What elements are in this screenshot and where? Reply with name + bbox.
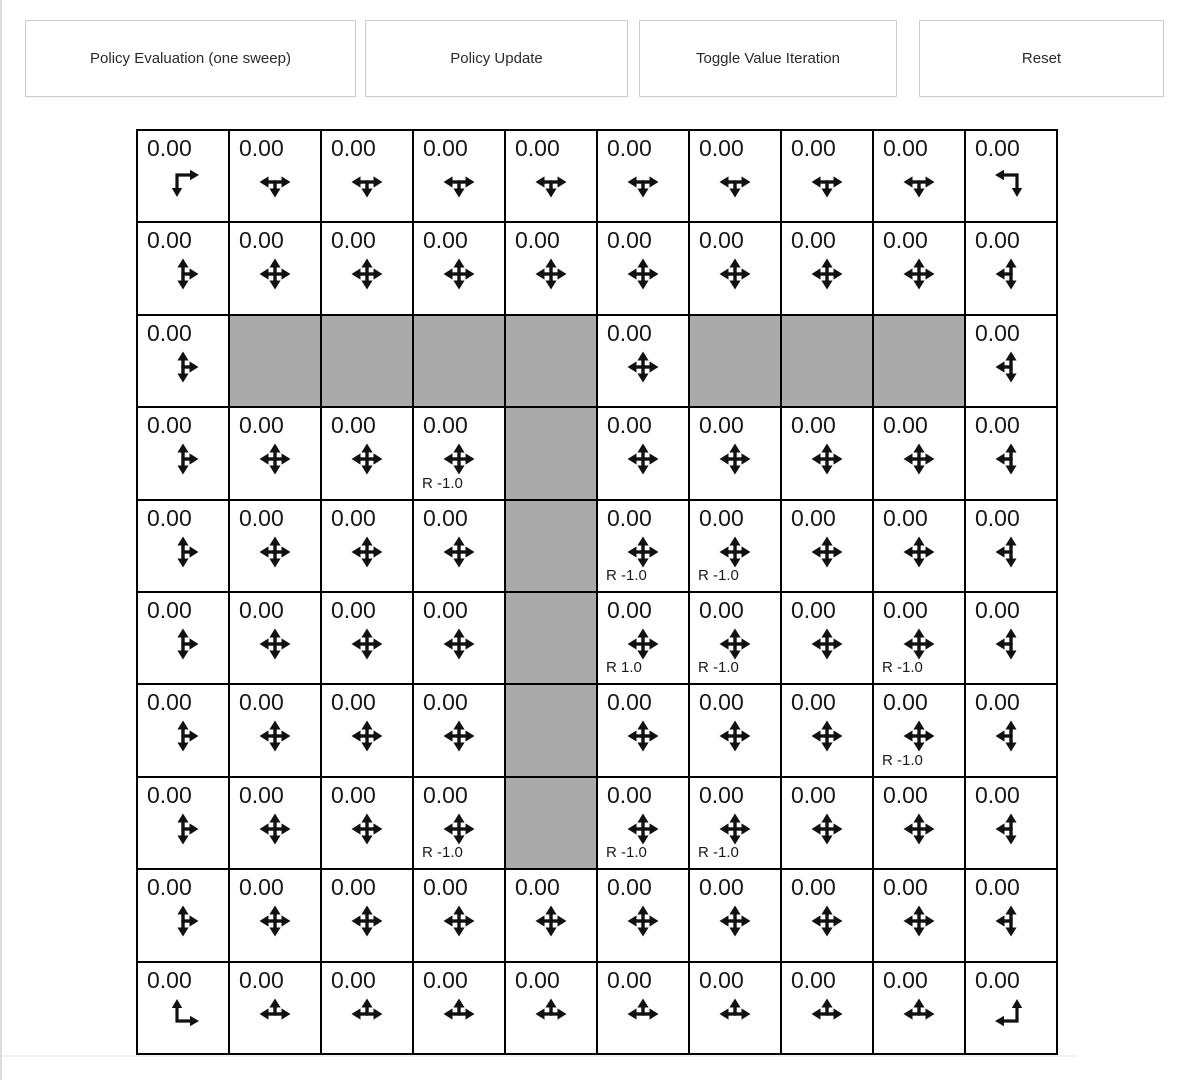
- grid-cell[interactable]: [413, 130, 505, 222]
- grid-cell[interactable]: [505, 222, 597, 314]
- grid-cell[interactable]: [689, 962, 781, 1054]
- wall-cell[interactable]: [321, 315, 413, 407]
- grid-cell[interactable]: [137, 315, 229, 407]
- policy-arrow-left-right-down-icon: [441, 164, 477, 200]
- policy-arrow-up-down-left-icon: [993, 903, 1029, 939]
- state-value: 0.00: [791, 781, 836, 808]
- grid-cell[interactable]: [689, 222, 781, 314]
- policy-arrow-left-right-down-icon: [349, 164, 385, 200]
- toggle-value-iteration-button[interactable]: Toggle Value Iteration: [639, 20, 897, 97]
- state-value: 0.00: [515, 135, 560, 161]
- policy-arrow-up-down-left-right-icon: [901, 534, 937, 570]
- policy-arrow-up-down-left-right-icon: [809, 534, 845, 570]
- policy-arrow-up-down-left-right-icon: [441, 811, 477, 847]
- grid-cell[interactable]: [137, 684, 229, 776]
- grid-cell[interactable]: [229, 777, 321, 869]
- grid-cell[interactable]: [229, 222, 321, 314]
- grid-cell[interactable]: [689, 407, 781, 499]
- gridworld-grid: [136, 129, 1058, 1055]
- state-value: 0.00: [239, 596, 284, 623]
- reward-label: R -1.0: [882, 659, 923, 677]
- state-value: 0.00: [699, 781, 744, 808]
- state-value: 0.00: [515, 227, 560, 254]
- grid-cell[interactable]: [229, 962, 321, 1054]
- state-value: 0.00: [239, 874, 284, 901]
- state-value: 0.00: [331, 135, 376, 161]
- state-value: 0.00: [331, 874, 376, 901]
- policy-arrow-up-down-left-icon: [993, 256, 1029, 292]
- grid-cell[interactable]: [597, 962, 689, 1054]
- grid-cell[interactable]: [781, 407, 873, 499]
- policy-arrow-up-down-left-right-icon: [625, 534, 661, 570]
- grid-cell[interactable]: [321, 130, 413, 222]
- grid-cell[interactable]: [413, 222, 505, 314]
- policy-arrow-up-down-left-right-icon: [901, 811, 937, 847]
- policy-arrow-up-down-left-right-icon: [441, 903, 477, 939]
- grid-cell[interactable]: [873, 130, 965, 222]
- state-value: 0.00: [423, 874, 468, 901]
- policy-arrow-up-down-left-right-icon: [257, 811, 293, 847]
- grid-cell[interactable]: [597, 222, 689, 314]
- state-value: 0.00: [607, 596, 652, 623]
- state-value: 0.00: [883, 966, 928, 993]
- policy-arrow-up-down-left-right-icon: [625, 349, 661, 385]
- state-value: 0.00: [791, 504, 836, 531]
- grid-cell[interactable]: [689, 777, 781, 869]
- policy-arrow-up-down-left-icon: [993, 534, 1029, 570]
- state-value: 0.00: [331, 966, 376, 993]
- state-value: 0.00: [791, 596, 836, 623]
- reward-label: R -1.0: [422, 844, 463, 862]
- wall-cell[interactable]: [413, 315, 505, 407]
- grid-cell[interactable]: [229, 130, 321, 222]
- policy-arrow-left-right-down-icon: [257, 164, 293, 200]
- policy-arrow-up-down-left-right-icon: [809, 256, 845, 292]
- reward-label: R -1.0: [606, 566, 647, 584]
- grid-cell[interactable]: [229, 592, 321, 684]
- policy-arrow-up-down-left-right-icon: [625, 903, 661, 939]
- grid-cell[interactable]: [505, 130, 597, 222]
- state-value: 0.00: [607, 135, 652, 161]
- policy-arrow-left-right-up-icon: [901, 996, 937, 1032]
- state-value: 0.00: [239, 689, 284, 716]
- policy-arrow-up-down-left-right-icon: [625, 718, 661, 754]
- grid-cell[interactable]: [781, 777, 873, 869]
- grid-cell[interactable]: [597, 407, 689, 499]
- policy-arrow-up-right-down-icon: [165, 718, 201, 754]
- state-value: 0.00: [791, 689, 836, 716]
- policy-arrow-up-right-down-icon: [165, 256, 201, 292]
- state-value: 0.00: [607, 227, 652, 254]
- reward-label: R 1.0: [606, 659, 642, 677]
- policy-arrow-left-right-up-icon: [441, 996, 477, 1032]
- state-value: 0.00: [331, 689, 376, 716]
- grid-cell[interactable]: [781, 962, 873, 1054]
- grid-cell[interactable]: [965, 869, 1057, 961]
- policy-arrow-up-down-left-right-icon: [901, 256, 937, 292]
- state-value: 0.00: [147, 504, 192, 531]
- grid-cell[interactable]: [965, 130, 1057, 222]
- grid-cell[interactable]: [965, 222, 1057, 314]
- state-value: 0.00: [331, 227, 376, 254]
- state-value: 0.00: [699, 966, 744, 993]
- state-value: 0.00: [239, 412, 284, 439]
- policy-arrow-up-down-left-right-icon: [717, 903, 753, 939]
- grid-cell[interactable]: [321, 407, 413, 499]
- policy-arrow-left-right-up-icon: [625, 996, 661, 1032]
- grid-cell[interactable]: [321, 684, 413, 776]
- state-value: 0.00: [147, 412, 192, 439]
- state-value: 0.00: [607, 966, 652, 993]
- reward-label: R -1.0: [882, 751, 923, 769]
- state-value: 0.00: [699, 227, 744, 254]
- policy-arrow-up-down-left-right-icon: [349, 718, 385, 754]
- grid-cell[interactable]: [321, 962, 413, 1054]
- grid-cell[interactable]: [965, 315, 1057, 407]
- state-value: 0.00: [883, 689, 928, 716]
- wall-cell[interactable]: [505, 315, 597, 407]
- state-value: 0.00: [791, 966, 836, 993]
- grid-cell[interactable]: [781, 869, 873, 961]
- state-value: 0.00: [607, 412, 652, 439]
- policy-arrow-up-right-down-icon: [165, 534, 201, 570]
- wall-cell[interactable]: [505, 407, 597, 499]
- grid-cell[interactable]: [873, 500, 965, 592]
- state-value: 0.00: [699, 689, 744, 716]
- grid-cell[interactable]: [965, 500, 1057, 592]
- state-value: 0.00: [699, 412, 744, 439]
- policy-arrow-up-down-left-right-icon: [349, 626, 385, 662]
- policy-arrow-up-down-left-right-icon: [257, 441, 293, 477]
- grid-cell[interactable]: [505, 869, 597, 961]
- grid-cell[interactable]: [321, 500, 413, 592]
- state-value: 0.00: [883, 412, 928, 439]
- grid-cell[interactable]: [413, 777, 505, 869]
- grid-cell[interactable]: [597, 592, 689, 684]
- grid-cell[interactable]: [689, 684, 781, 776]
- grid-cell[interactable]: [413, 684, 505, 776]
- grid-cell[interactable]: [137, 592, 229, 684]
- wall-cell[interactable]: [505, 592, 597, 684]
- grid-cell[interactable]: [229, 684, 321, 776]
- state-value: 0.00: [239, 135, 284, 161]
- policy-arrow-up-down-left-right-icon: [901, 626, 937, 662]
- grid-cell[interactable]: [781, 592, 873, 684]
- policy-arrow-up-down-left-right-icon: [533, 256, 569, 292]
- grid-cell[interactable]: [965, 962, 1057, 1054]
- grid-cell[interactable]: [597, 500, 689, 592]
- policy-arrow-up-down-left-right-icon: [809, 903, 845, 939]
- state-value: 0.00: [883, 227, 928, 254]
- state-value: 0.00: [239, 504, 284, 531]
- state-value: 0.00: [883, 874, 928, 901]
- grid-cell[interactable]: [505, 962, 597, 1054]
- policy-arrow-left-right-up-icon: [533, 996, 569, 1032]
- state-value: 0.00: [975, 227, 1020, 254]
- policy-arrow-up-down-left-right-icon: [717, 256, 753, 292]
- state-value: 0.00: [331, 412, 376, 439]
- policy-arrow-up-down-left-right-icon: [349, 903, 385, 939]
- policy-arrow-up-down-left-right-icon: [257, 626, 293, 662]
- grid-cell[interactable]: [597, 777, 689, 869]
- policy-arrow-up-down-left-right-icon: [809, 441, 845, 477]
- policy-arrow-up-down-left-right-icon: [809, 626, 845, 662]
- grid-cell[interactable]: [321, 222, 413, 314]
- state-value: 0.00: [699, 504, 744, 531]
- state-value: 0.00: [975, 596, 1020, 623]
- grid-cell[interactable]: [781, 222, 873, 314]
- state-value: 0.00: [147, 966, 192, 993]
- grid-cell[interactable]: [321, 777, 413, 869]
- state-value: 0.00: [515, 874, 560, 901]
- policy-arrow-up-down-left-right-icon: [809, 718, 845, 754]
- policy-arrow-up-down-left-right-icon: [441, 441, 477, 477]
- state-value: 0.00: [699, 874, 744, 901]
- grid-cell[interactable]: [873, 869, 965, 961]
- grid-cell[interactable]: [965, 777, 1057, 869]
- state-value: 0.00: [331, 596, 376, 623]
- state-value: 0.00: [147, 596, 192, 623]
- policy-arrow-up-down-left-right-icon: [349, 441, 385, 477]
- policy-arrow-up-left-icon: [993, 996, 1029, 1032]
- reward-label: R -1.0: [422, 474, 463, 492]
- state-value: 0.00: [423, 412, 468, 439]
- policy-arrow-up-down-left-right-icon: [809, 811, 845, 847]
- grid-cell[interactable]: [873, 777, 965, 869]
- policy-arrow-up-down-left-right-icon: [257, 718, 293, 754]
- grid-cell[interactable]: [965, 684, 1057, 776]
- grid-cell[interactable]: [965, 592, 1057, 684]
- policy-arrow-up-down-left-right-icon: [257, 903, 293, 939]
- policy-arrow-up-down-left-icon: [993, 811, 1029, 847]
- state-value: 0.00: [331, 781, 376, 808]
- state-value: 0.00: [607, 319, 652, 346]
- grid-cell[interactable]: [597, 315, 689, 407]
- state-value: 0.00: [515, 966, 560, 993]
- state-value: 0.00: [791, 874, 836, 901]
- state-value: 0.00: [883, 596, 928, 623]
- policy-arrow-left-right-down-icon: [717, 164, 753, 200]
- state-value: 0.00: [975, 874, 1020, 901]
- state-value: 0.00: [607, 504, 652, 531]
- policy-arrow-left-right-down-icon: [625, 164, 661, 200]
- policy-arrow-left-down-icon: [993, 164, 1029, 200]
- grid-cell[interactable]: [873, 222, 965, 314]
- wall-cell[interactable]: [505, 777, 597, 869]
- grid-cell[interactable]: [689, 130, 781, 222]
- state-value: 0.00: [423, 596, 468, 623]
- toolbar: [25, 20, 1164, 97]
- policy-arrow-up-right-down-icon: [165, 903, 201, 939]
- reward-label: R -1.0: [606, 844, 647, 862]
- policy-arrow-up-down-left-right-icon: [257, 256, 293, 292]
- state-value: 0.00: [975, 966, 1020, 993]
- policy-arrow-up-right-down-icon: [165, 441, 201, 477]
- grid-cell[interactable]: [413, 407, 505, 499]
- state-value: 0.00: [883, 781, 928, 808]
- policy-arrow-up-down-left-icon: [993, 718, 1029, 754]
- state-value: 0.00: [147, 319, 192, 346]
- policy-arrow-up-right-down-icon: [165, 626, 201, 662]
- policy-update-button[interactable]: Policy Update: [365, 20, 628, 97]
- grid-cell[interactable]: [781, 130, 873, 222]
- grid-cell[interactable]: [137, 869, 229, 961]
- grid-cell[interactable]: [873, 592, 965, 684]
- state-value: 0.00: [791, 135, 836, 161]
- state-value: 0.00: [147, 227, 192, 254]
- grid-cell[interactable]: [689, 869, 781, 961]
- reward-label: R -1.0: [698, 566, 739, 584]
- policy-arrow-up-down-left-right-icon: [717, 534, 753, 570]
- state-value: 0.00: [975, 135, 1020, 161]
- grid-cell[interactable]: [321, 869, 413, 961]
- policy-arrow-up-down-left-right-icon: [625, 256, 661, 292]
- state-value: 0.00: [423, 135, 468, 161]
- wall-cell[interactable]: [229, 315, 321, 407]
- policy-arrow-up-down-left-right-icon: [901, 903, 937, 939]
- policy-arrow-up-down-left-right-icon: [625, 441, 661, 477]
- policy-arrow-left-right-down-icon: [809, 164, 845, 200]
- state-value: 0.00: [975, 689, 1020, 716]
- reward-label: R -1.0: [698, 659, 739, 677]
- state-value: 0.00: [791, 412, 836, 439]
- grid-cell[interactable]: [229, 407, 321, 499]
- policy-arrow-left-right-up-icon: [717, 996, 753, 1032]
- state-value: 0.00: [791, 227, 836, 254]
- policy-arrow-up-down-left-right-icon: [441, 256, 477, 292]
- state-value: 0.00: [423, 689, 468, 716]
- grid-cell[interactable]: [137, 222, 229, 314]
- state-value: 0.00: [239, 781, 284, 808]
- grid-cell[interactable]: [137, 130, 229, 222]
- policy-arrow-up-down-left-right-icon: [717, 718, 753, 754]
- state-value: 0.00: [883, 135, 928, 161]
- state-value: 0.00: [147, 781, 192, 808]
- policy-arrow-up-down-left-right-icon: [717, 811, 753, 847]
- policy-arrow-up-down-left-right-icon: [441, 718, 477, 754]
- grid-cell[interactable]: [873, 407, 965, 499]
- state-value: 0.00: [975, 319, 1020, 346]
- policy-arrow-up-down-left-right-icon: [625, 811, 661, 847]
- grid-cell[interactable]: [781, 500, 873, 592]
- grid-cell[interactable]: [413, 869, 505, 961]
- wall-cell[interactable]: [505, 500, 597, 592]
- grid-cell[interactable]: [689, 500, 781, 592]
- policy-arrow-up-down-left-icon: [993, 441, 1029, 477]
- wall-cell[interactable]: [781, 315, 873, 407]
- state-value: 0.00: [239, 966, 284, 993]
- grid-cell[interactable]: [137, 407, 229, 499]
- grid-cell[interactable]: [413, 592, 505, 684]
- state-value: 0.00: [975, 504, 1020, 531]
- policy-arrow-up-down-left-right-icon: [349, 256, 385, 292]
- grid-cell[interactable]: [413, 962, 505, 1054]
- grid-cell[interactable]: [597, 869, 689, 961]
- reset-button[interactable]: Reset: [919, 20, 1164, 97]
- policy-arrow-left-right-up-icon: [349, 996, 385, 1032]
- state-value: 0.00: [423, 227, 468, 254]
- policy-arrow-up-right-down-icon: [165, 811, 201, 847]
- state-value: 0.00: [331, 504, 376, 531]
- policy-arrow-left-right-up-icon: [809, 996, 845, 1032]
- container-bottom-border: [2, 1055, 1078, 1057]
- grid-cell[interactable]: [229, 869, 321, 961]
- state-value: 0.00: [239, 227, 284, 254]
- reward-label: R -1.0: [698, 844, 739, 862]
- state-value: 0.00: [883, 504, 928, 531]
- grid-cell[interactable]: [137, 777, 229, 869]
- state-value: 0.00: [975, 781, 1020, 808]
- state-value: 0.00: [147, 874, 192, 901]
- policy-arrow-up-right-down-icon: [165, 349, 201, 385]
- policy-arrow-up-down-left-right-icon: [441, 626, 477, 662]
- state-value: 0.00: [423, 504, 468, 531]
- policy-arrow-up-down-left-right-icon: [901, 718, 937, 754]
- state-value: 0.00: [147, 689, 192, 716]
- policy-arrow-up-down-left-right-icon: [441, 534, 477, 570]
- policy-arrow-up-down-left-right-icon: [349, 534, 385, 570]
- state-value: 0.00: [975, 412, 1020, 439]
- grid-cell[interactable]: [137, 962, 229, 1054]
- policy-arrow-up-down-left-icon: [993, 626, 1029, 662]
- grid-cell[interactable]: [137, 500, 229, 592]
- state-value: 0.00: [607, 781, 652, 808]
- policy-arrow-right-down-icon: [165, 164, 201, 200]
- grid-cell[interactable]: [597, 130, 689, 222]
- state-value: 0.00: [699, 596, 744, 623]
- policy-arrow-up-down-left-right-icon: [349, 811, 385, 847]
- wall-cell[interactable]: [873, 315, 965, 407]
- policy-arrow-up-down-left-right-icon: [625, 626, 661, 662]
- grid-cell[interactable]: [781, 684, 873, 776]
- grid-cell[interactable]: [873, 684, 965, 776]
- wall-cell[interactable]: [505, 684, 597, 776]
- policy-arrow-up-down-left-right-icon: [901, 441, 937, 477]
- grid-cell[interactable]: [689, 592, 781, 684]
- policy-arrow-up-down-left-right-icon: [717, 441, 753, 477]
- policy-arrow-left-right-down-icon: [901, 164, 937, 200]
- state-value: 0.00: [423, 966, 468, 993]
- grid-cell[interactable]: [597, 684, 689, 776]
- state-value: 0.00: [699, 135, 744, 161]
- policy-arrow-left-right-up-icon: [257, 996, 293, 1032]
- state-value: 0.00: [607, 689, 652, 716]
- state-value: 0.00: [423, 781, 468, 808]
- policy-arrow-up-down-left-icon: [993, 349, 1029, 385]
- grid-cell[interactable]: [873, 962, 965, 1054]
- grid-cell[interactable]: [413, 500, 505, 592]
- policy-arrow-up-right-icon: [165, 996, 201, 1032]
- policy-arrow-up-down-left-right-icon: [533, 903, 569, 939]
- policy-arrow-up-down-left-right-icon: [717, 626, 753, 662]
- grid-cell[interactable]: [229, 500, 321, 592]
- wall-cell[interactable]: [689, 315, 781, 407]
- state-value: 0.00: [147, 135, 192, 161]
- policy-arrow-up-down-left-right-icon: [257, 534, 293, 570]
- policy-evaluation-button[interactable]: Policy Evaluation (one sweep): [25, 20, 356, 97]
- grid-cell[interactable]: [321, 592, 413, 684]
- grid-cell[interactable]: [965, 407, 1057, 499]
- state-value: 0.00: [607, 874, 652, 901]
- policy-arrow-left-right-down-icon: [533, 164, 569, 200]
